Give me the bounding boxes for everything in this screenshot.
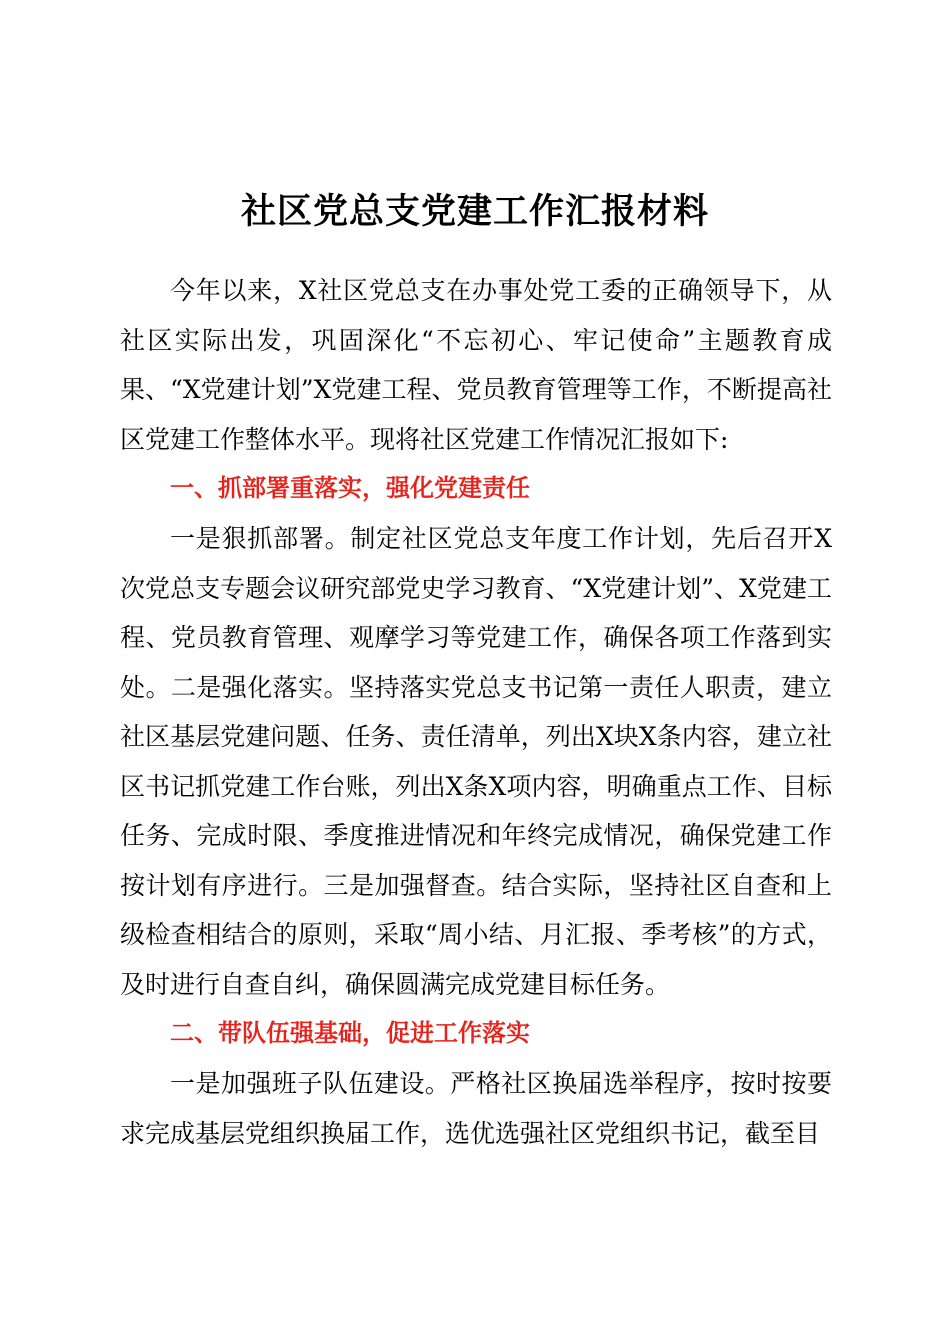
section-heading-1: 一、抓部署重落实，强化党建责任 [170,474,530,502]
section-paragraph-2: 一是加强班子队伍建设。严格社区换届选举程序，按时按要求完成基层党组织换届工作，选优选强社区党组织书记，截至目 [120,1069,832,1148]
section-heading-2: 二、带队伍强基础，促进工作落实 [170,1019,530,1047]
section-paragraph-1: 一是狠抓部署。制定社区党总支年度工作计划，先后召开X次党总支专题会议研究部党史学习教育、“X党建计划”、X党建工程、党员教育管理、观摩学习等党建工作，确保各项工作落到实处。二是强化落实。坚持落实党总支书记第一责任人职责，建立社区基层党建问题、任务、责任清单，列出X块X条内容，建立社区书记抓党建工作台账，列出X条X项内容，明确重点工作、目标任务、完成时限、季度推进情况和年终完成情况，确保党建工作按计划有序进行。三是加强督查。结合实际，坚持社区自查和上级检查相结合的原则，采取“周小结、月汇报、季考核”的方式，及时进行自查自纠，确保圆满完成党建目标任务。 [120,524,832,999]
document-title: 社区党总支党建工作汇报材料 [240,191,709,232]
intro-paragraph: 今年以来，X社区党总支在办事处党工委的正确领导下，从社区实际出发，巩固深化“不忘初心、牢记使命”主题教育成果、“X党建计划”X党建工程、党员教育管理等工作，不断提高社区党建工作整体水平。现将社区党建工作情况汇报如下: [120,276,832,454]
